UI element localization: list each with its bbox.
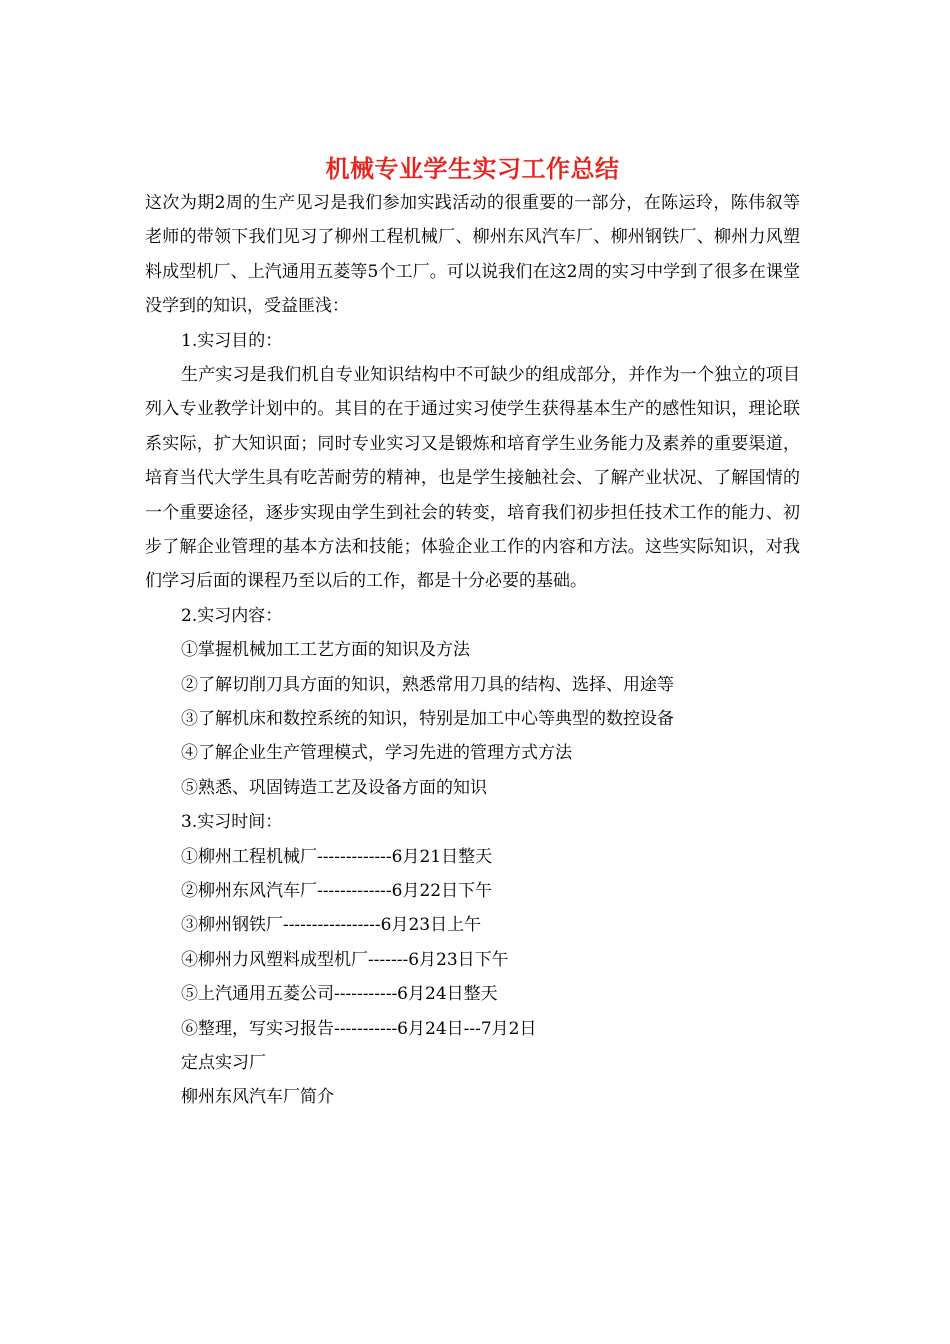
schedule-list-item: ④柳州力风塑料成型机厂-------6月23日下午 <box>181 949 509 970</box>
section-heading-content: 2.实习内容： <box>181 605 283 626</box>
content-list-item: ①掌握机械加工工艺方面的知识及方法 <box>181 640 470 661</box>
schedule-list-item: ⑥整理，写实习报告-----------6月24日---7月2日 <box>181 1018 537 1039</box>
content-list-item: ④了解企业生产管理模式，学习先进的管理方式方法 <box>181 743 572 764</box>
document-title: 机械专业学生实习工作总结 <box>325 154 620 183</box>
schedule-list-item: ⑤上汽通用五菱公司-----------6月24日整天 <box>181 984 498 1005</box>
fixed-site-heading: 定点实习厂 <box>181 1052 266 1073</box>
purpose-paragraph: 生产实习是我们机自专业知识结构中不可缺少的组成部分，并作为一个独立的项目列入专业教学计划中的。其目的在于通过实习使学生获得基本生产的感性知识，理论联系实际，扩大知识面；同时专业实习又是锻炼和培育学生业务能力及素养的重要渠道，培育当代大学生具有吃苦耐劳的精神，也是学生接触社会、了解产业状况、了解国情的一个重要途径，逐步实现由学生到社会的转变，培育我们初步担任技术工作的能力、初步了解企业管理的基本方法和技能；体验企业工作的内容和方法。这些实际知识，对我们学习后面的课程乃至以后的工作，都是十分必要的基础。 <box>145 365 800 592</box>
content-list-item: ③了解机床和数控系统的知识，特别是加工中心等典型的数控设备 <box>181 709 674 730</box>
intro-paragraph: 这次为期2周的生产见习是我们参加实践活动的很重要的一部分，在陈运玲，陈伟叙等老师的带领下我们见习了柳州工程机械厂、柳州东风汽车厂、柳州钢铁厂、柳州力风塑料成型机厂、上汽通用五菱等5个工厂。可以说我们在这2周的实习中学到了很多在课堂没学到的知识，受益匪浅： <box>145 193 800 317</box>
schedule-list-item: ①柳州工程机械厂-------------6月21日整天 <box>181 846 493 867</box>
schedule-list-item: ③柳州钢铁厂-----------------6月23日上午 <box>181 915 482 936</box>
content-list-item: ⑤熟悉、巩固铸造工艺及设备方面的知识 <box>181 777 487 798</box>
document-body <box>145 152 800 1115</box>
section-heading-purpose: 1.实习目的： <box>181 330 283 351</box>
section-heading-schedule: 3.实习时间： <box>181 812 283 833</box>
schedule-list-item: ②柳州东风汽车厂-------------6月22日下午 <box>181 880 493 901</box>
content-list-item: ②了解切削刀具方面的知识，熟悉常用刀具的结构、选择、用途等 <box>181 674 674 695</box>
factory-intro-heading: 柳州东风汽车厂简介 <box>181 1087 334 1108</box>
